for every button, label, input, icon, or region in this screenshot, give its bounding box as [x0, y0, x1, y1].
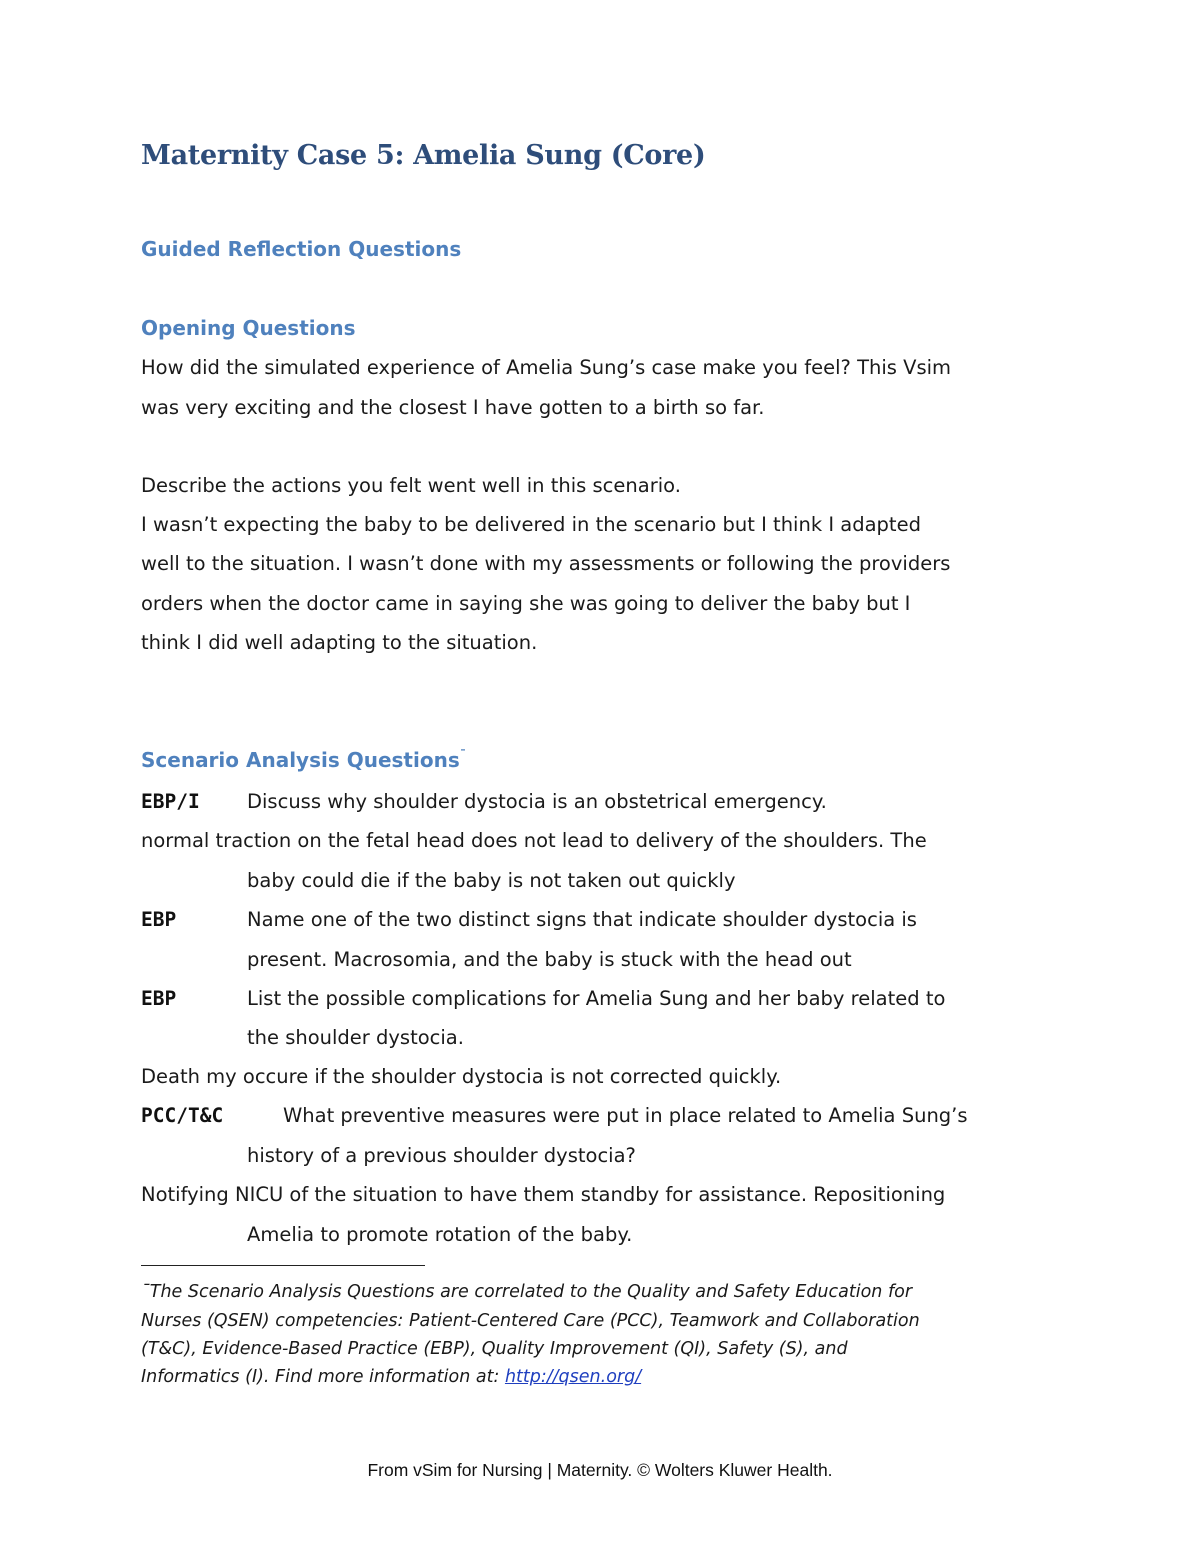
page-footer: From vSim for Nursing | Maternity. © Wolters Kluwer Health.: [367, 1460, 833, 1480]
question-4-line-1: What preventive measures were put in place related to Amelia Sung’s: [283, 1104, 968, 1127]
question-3-line-2: the shoulder dystocia.: [247, 1026, 464, 1049]
footnote-separator: [141, 1265, 425, 1266]
opening-line-3: Describe the actions you felt went well in this scenario.: [141, 474, 681, 497]
footnote-line-3: (T&C), Evidence-Based Practice (EBP), Quality Improvement (QI), Safety (S), and: [141, 1339, 848, 1359]
question-tag-ebp-i: EBP/I: [141, 790, 200, 813]
opening-line-6: orders when the doctor came in saying she was going to deliver the baby but I: [141, 592, 911, 615]
opening-line-7: think I did well adapting to the situation.: [141, 631, 538, 654]
scenario-analysis-heading: [141, 748, 466, 772]
opening-line-4: I wasn’t expecting the baby to be delivered in the scenario but I think I adapted: [141, 513, 921, 536]
scenario-analysis-heading-text: Scenario Analysis Questions: [141, 748, 460, 772]
opening-line-5: well to the situation. I wasn’t done with my assessments or following the providers: [141, 552, 951, 575]
question-tag-ebp-3: EBP: [141, 987, 177, 1010]
opening-line-2: was very exciting and the closest I have gotten to a birth so far.: [141, 396, 765, 419]
document-title: Maternity Case 5: Amelia Sung (Core): [141, 140, 706, 171]
footnote-line-2: Nurses (QSEN) competencies: Patient-Centered Care (PCC), Teamwork and Collaboration: [141, 1311, 920, 1331]
question-tag-pcc-tc: PCC/T&C: [141, 1104, 224, 1127]
opening-line-1: How did the simulated experience of Amelia Sung’s case make you feel? This Vsim: [141, 356, 952, 379]
footnote-ref-marker: ¯: [459, 748, 467, 764]
answer-3-line-1: Death my occure if the shoulder dystocia is not corrected quickly.: [141, 1065, 782, 1088]
qsen-link[interactable]: http://qsen.org/: [504, 1367, 642, 1387]
footnote-line-1: [141, 1282, 912, 1302]
answer-1-line-1: normal traction on the fetal head does not lead to delivery of the shoulders. The: [141, 829, 927, 852]
footnote-line-1-text: The Scenario Analysis Questions are correlated to the Quality and Safety Education for: [149, 1282, 913, 1302]
section-heading-guided-reflection: Guided Reflection Questions: [141, 237, 462, 261]
question-2-line-1: Name one of the two distinct signs that indicate shoulder dystocia is: [247, 908, 917, 931]
opening-questions-heading: Opening Questions: [141, 316, 356, 340]
answer-1-line-2: baby could die if the baby is not taken out quickly: [247, 869, 736, 892]
question-4-line-2: history of a previous shoulder dystocia?: [247, 1144, 636, 1167]
footnote-marker: ¯: [141, 1282, 150, 1302]
footnote-line-4-text: Informatics (I). Find more information at:: [141, 1367, 505, 1387]
question-3-line-1: List the possible complications for Amelia Sung and her baby related to: [247, 987, 946, 1010]
answer-4-line-1: Notifying NICU of the situation to have them standby for assistance. Repositioning: [141, 1183, 946, 1206]
question-tag-ebp-2: EBP: [141, 908, 177, 931]
question-2-line-2: present. Macrosomia, and the baby is stuck with the head out: [247, 948, 852, 971]
question-1-text: Discuss why shoulder dystocia is an obstetrical emergency.: [247, 790, 827, 813]
footnote-line-4: [141, 1367, 641, 1387]
answer-4-line-2: Amelia to promote rotation of the baby.: [247, 1223, 633, 1246]
